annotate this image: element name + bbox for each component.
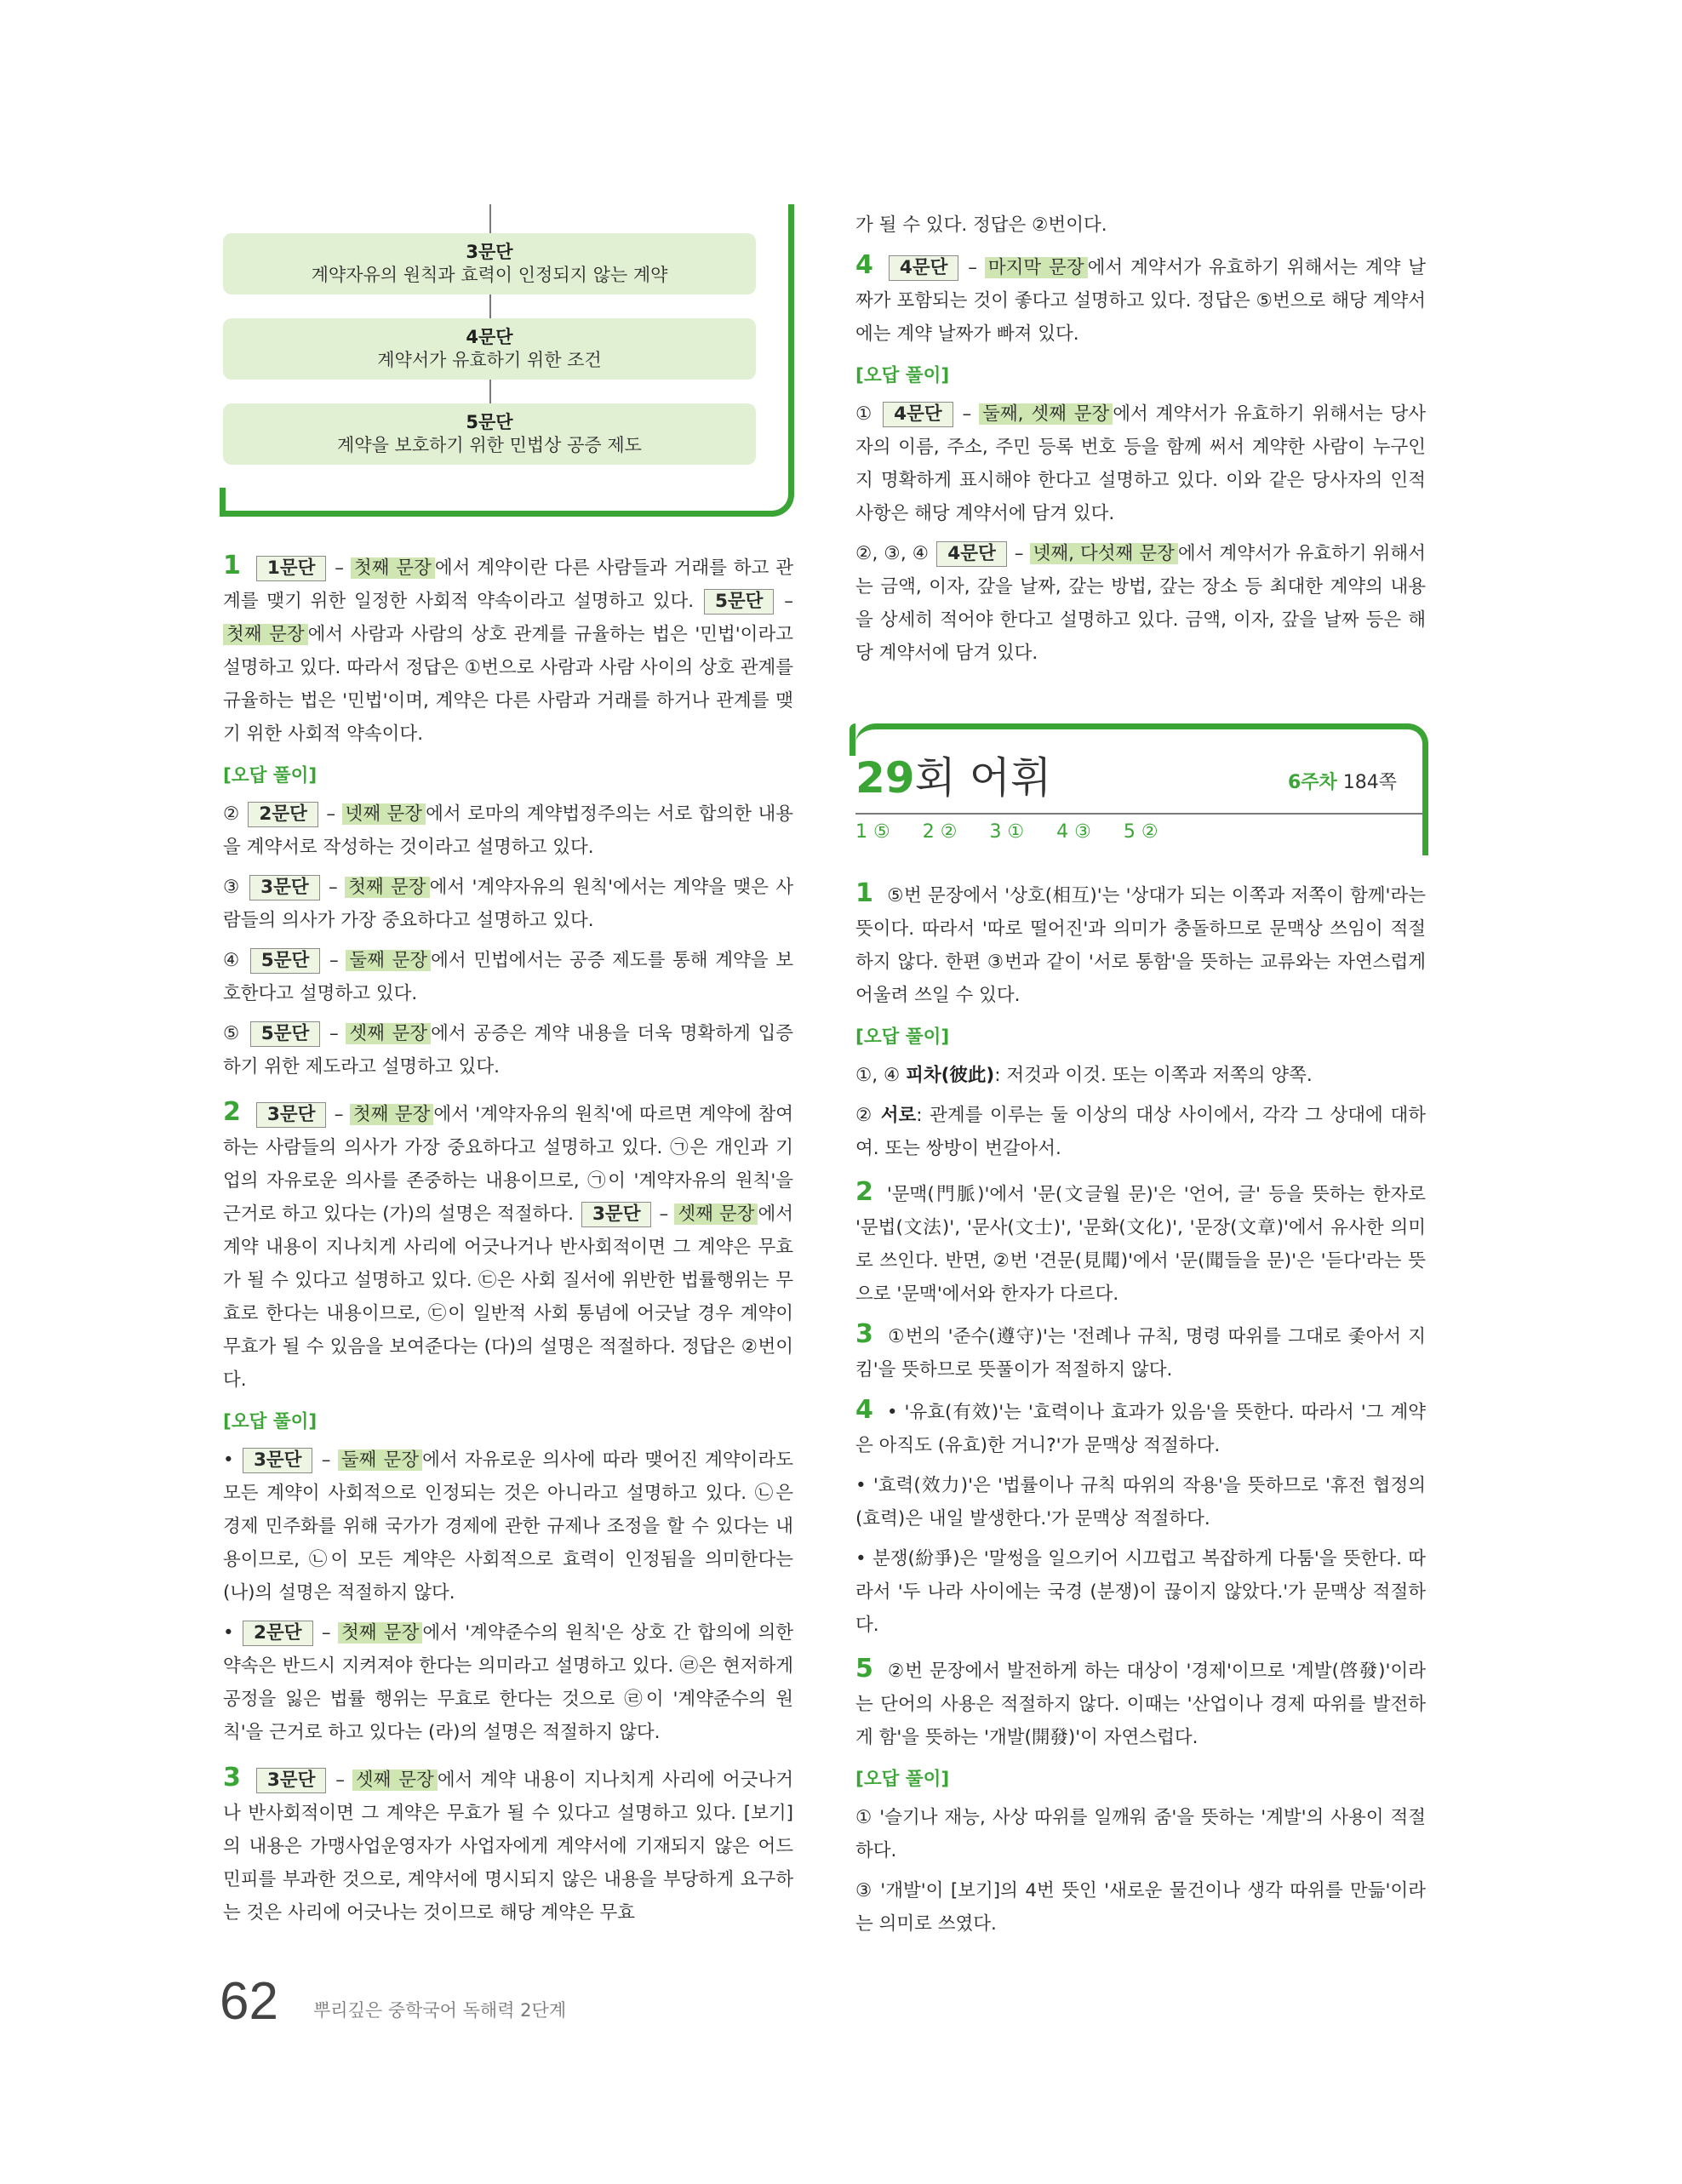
paragraph-tag: 5문단	[250, 1021, 321, 1047]
sentence-highlight: 첫째 문장	[223, 624, 308, 645]
answer-key	[855, 817, 1191, 848]
explanation-text: ②번 문장에서 발전하게 하는 대상이 '경제'이므로 '계발(啓發)'이라는 단어의 사용은 적절하지 않다. 이때는 '산업이나 경제 따위를 발전하게 함'을 뜻하는 '개발(開發)'이 자연스럽다.	[855, 1661, 1426, 1748]
answer-key-item: 2 ②	[922, 821, 958, 843]
answer-key-item: 5 ②	[1123, 821, 1159, 843]
divider	[855, 813, 1422, 815]
vocab-wrong-5-3: ③ '개발'이 [보기]의 4번 뜻인 '새로운 물건이나 생각 따위를 만듦'이라는 의미로 쓰였다.	[855, 1880, 1426, 1935]
wrong-answer-bullet-1: • 3문단 – 둘째 문장 에서 자유로운 의사에 따라 맺어진 계약이라도 모든 계약이 사회적으로 인정되는 것은 아니라고 설명하고 있다. ㉡은 경제 민주화를 위해 국가가 경제에 관한 규제나 조정을 할 수 있다는 내용이므로, ㉡이 모든 계약은 사회적으로 효력이 인정됨을 의미한다는 (나)의 설명은 적절하지 않다.	[223, 1449, 793, 1604]
question-number: 5	[855, 1654, 873, 1684]
choice-marker: ③	[223, 877, 241, 898]
paragraph-summary-diagram	[220, 204, 798, 519]
question-number: 3	[855, 1319, 873, 1349]
sentence-highlight: 첫째 문장	[350, 1104, 433, 1125]
explanation-text: ①번의 '준수(遵守)'는 '전례나 규칙, 명령 따위를 그대로 좇아서 지킴'을 뜻하므로 뜻풀이가 적절하지 않다.	[855, 1326, 1426, 1381]
page-label: 184쪽	[1342, 772, 1397, 793]
vocab-title	[855, 754, 1051, 802]
summary-box-title: 4문단	[466, 327, 513, 347]
left-column	[223, 549, 793, 1936]
choice-marker: ②	[223, 803, 240, 825]
choice-marker: ⑤	[223, 1023, 242, 1044]
sentence-highlight: 셋째 문장	[352, 1769, 438, 1791]
vocab-answer-2	[855, 1175, 1426, 1311]
sentence-highlight: 둘째 문장	[346, 950, 431, 971]
sentence-highlight: 마지막 문장	[985, 257, 1088, 278]
vocab-wrong-2	[855, 1099, 1426, 1165]
explanation-text: • '유효(有效)'는 '효력이나 효과가 있음'을 뜻한다. 따라서 '그 계약은 아직도 (유효)한 거니?'가 문맥상 적절하다.	[855, 1402, 1426, 1456]
question-number: 4	[855, 250, 873, 280]
wrong-answer-heading: [오답 풀이]	[223, 765, 318, 786]
paragraph-tag: 4문단	[936, 541, 1007, 567]
paragraph-tag: 4문단	[889, 255, 959, 281]
explanation-text: 에서 자유로운 의사에 따라 맺어진 계약이라도 모든 계약이 사회적으로 인정되는 것은 아니라고 설명하고 있다. ㉡은 경제 민주화를 위해 국가가 경제에 관한 규제나 조정을 할 수 있다는 내용이므로, ㉡이 모든 계약은 사회적으로 효력이 인정됨을 의미한다는 (나)의 설명은 적절하지 않다.	[223, 1449, 793, 1604]
explanation-text: : 관계를 이루는 둘 이상의 대상 사이에서, 각각 그 상대에 대하여. 또는 쌍방이 번갈아서.	[855, 1105, 1426, 1159]
explanation-text: 에서 '계약자유의 원칙'에 따르면 계약에 참여하는 사람들의 의사가 가장 중요하다고 설명하고 있다. ㉠은 개인과 기업의 자유로운 의사를 존중하는 내용이므로, ㉠이 '계약자유의 원칙'을 근거로 하고 있다는 (가)의 설명은 적절하다.	[223, 1104, 793, 1225]
right-column-upper	[855, 209, 1426, 677]
sentence-highlight: 둘째, 셋째 문장	[979, 403, 1113, 425]
wrong-answer-bullet-2: • 2문단 – 첫째 문장 에서 '계약준수의 원칙'은 상호 간 합의에 의한 약속은 반드시 지켜져야 한다는 의미라고 설명하고 있다. ㉣은 현저하게 공정을 잃은 법률 행위는 무효로 한다는 것으로 ㉣이 '계약준수의 원칙'을 근거로 하고 있다는 (라)의 설명은 적절하지 않다.	[223, 1622, 793, 1743]
wrong-answer-3: ③ 3문단 – 첫째 문장 에서 '계약자유의 원칙'에서는 계약을 맺은 사람들의 의사가 가장 중요하다고 설명하고 있다.	[223, 877, 793, 931]
answer-4: 4 4문단 – 마지막 문장 에서 계약서가 유효하기 위해서는 계약 날짜가 포함되는 것이 좋다고 설명하고 있다. 정답은 ⑤번으로 해당 계약서에는 계약 날짜가 빠져 있다.	[855, 250, 1427, 345]
summary-box-4	[223, 318, 756, 380]
question-number: 3	[223, 1763, 241, 1792]
question-number: 4	[855, 1395, 873, 1425]
question-number: 1	[223, 551, 241, 580]
wrong-answer-heading: [오답 풀이]	[855, 1769, 950, 1790]
wrong-answer-heading: [오답 풀이]	[223, 1411, 318, 1432]
paragraph-tag: 3문단	[581, 1202, 652, 1227]
connector-line	[489, 380, 491, 405]
explanation-text: 에서 공증은 계약 내용을 더욱 명확하게 입증하기 위한 제도라고 설명하고 있다.	[223, 1023, 793, 1078]
choice-marker: ②, ③, ④	[855, 543, 930, 564]
sentence-highlight: 셋째 문장	[346, 1023, 431, 1044]
explanation-text: 에서 계약이란 다른 사람들과 거래를 하고 관계를 맺기 위한 일정한 사회적 약속이라고 설명하고 있다.	[223, 557, 793, 612]
vocab-answer-1	[855, 877, 1426, 1012]
question-number: 2	[855, 1177, 873, 1207]
answer-3-continued: 가 될 수 있다. 정답은 ②번이다.	[855, 214, 1107, 236]
explanation-text: 에서 '계약준수의 원칙'은 상호 간 합의에 의한 약속은 반드시 지켜져야 한다는 의미라고 설명하고 있다. ㉣은 현저하게 공정을 잃은 법률 행위는 무효로 한다는 것으로 ㉣이 '계약준수의 원칙'을 근거로 하고 있다는 (라)의 설명은 적절하지 않다.	[223, 1622, 793, 1743]
wrong-answer-5: ⑤ 5문단 – 셋째 문장 에서 공증은 계약 내용을 더욱 명확하게 입증하기 위한 제도라고 설명하고 있다.	[223, 1023, 793, 1078]
explanation-text: ⑤번 문장에서 '상호(相互)'는 '상대가 되는 이쪽과 저쪽이 함께'라는 뜻이다. 따라서 '따로 떨어진'과 의미가 충돌하므로 문맥상 쓰임이 적절하지 않다. 한편 ③번과 같이 '서로 통함'을 뜻하는 교류와는 자연스럽게 어울려 쓰일 수 있다.	[855, 885, 1426, 1006]
wrong-answer-1: ① 4문단 – 둘째, 셋째 문장 에서 계약서가 유효하기 위해서는 당사자의 이름, 주소, 주민 등록 번호 등을 함께 써서 계약한 사람이 누구인지 명확하게 표시해야 한다고 설명하고 있다. 이와 같은 당사자의 인적 사항은 해당 계약서에 담겨 있다.	[855, 403, 1426, 524]
explanation-text: 에서 계약 내용이 지나치게 사리에 어긋나거나 반사회적이면 그 계약은 무효가 될 수 있다고 설명하고 있다. [보기]의 내용은 가맹사업운영자가 사업자에게 계약서에 기재되지 않은 어드민피를 부과한 것으로, 계약서에 명시되지 않은 내용을 부당하게 요구하는 것은 사리에 어긋나는 것이므로 해당 계약은 무효	[223, 1769, 794, 1924]
sentence-highlight: 넷째, 다섯째 문장	[1030, 543, 1178, 564]
right-column-lower	[855, 877, 1426, 1947]
page-footer	[220, 1971, 567, 2032]
summary-box-5	[223, 403, 756, 465]
connector-line	[489, 204, 491, 235]
answer-2: 2 3문단 – 첫째 문장 에서 '계약자유의 원칙'에 따르면 계약에 참여하는 사람들의 의사가 가장 중요하다고 설명하고 있다. ㉠은 개인과 기업의 자유로운 의사를 존중하는 내용이므로, ㉠이 '계약자유의 원칙'을 근거로 하고 있다는 (가)의 설명은 적절하다. 3문단 – 셋째 문장 에서 계약 내용이 지나치게 사리에 어긋나거나 반사회적이면 그 계약은 무효가 될 수 있다고 설명하고 있다. ㉢은 사회 질서에 위반한 법률행위는 무효로 한다는 내용이므로, ㉢이 일반적 사회 통념에 어긋날 경우 계약이 무효가 될 수 있음을 보여준다는 (다)의 설명은 적절하다. 정답은 ②번이다.	[223, 1097, 793, 1391]
explanation-text: 에서 계약 내용이 지나치게 사리에 어긋나거나 반사회적이면 그 계약은 무효가 될 수 있다고 설명하고 있다. ㉢은 사회 질서에 위반한 법률행위는 무효로 한다는 내용이므로, ㉢이 일반적 사회 통념에 어긋날 경우 계약이 무효가 될 수 있음을 보여준다는 (다)의 설명은 적절하다. 정답은 ②번이다.	[223, 1203, 793, 1391]
summary-box-desc: 계약자유의 원칙과 효력이 인정되지 않는 계약	[311, 265, 668, 285]
sentence-highlight: 넷째 문장	[342, 803, 426, 825]
sentence-highlight: 첫째 문장	[351, 557, 435, 579]
paragraph-tag: 3문단	[256, 1102, 327, 1128]
answer-3: 3 3문단 – 셋째 문장 에서 계약 내용이 지나치게 사리에 어긋나거나 반사회적이면 그 계약은 무효가 될 수 있다고 설명하고 있다. [보기]의 내용은 가맹사업운영자가 사업자에게 계약서에 기재되지 않은 어드민피를 부과한 것으로, 계약서에 명시되지 않은 내용을 부당하게 요구하는 것은 사리에 어긋나는 것이므로 해당 계약은 무효	[223, 1763, 794, 1924]
paragraph-tag: 1문단	[256, 556, 327, 581]
wrong-answer-4: ④ 5문단 – 둘째 문장 에서 민법에서는 공증 제도를 통해 계약을 보호한다고 설명하고 있다.	[223, 950, 793, 1004]
choice-marker: ①	[855, 403, 874, 425]
explanation-text: 에서 로마의 계약법정주의는 서로 합의한 내용을 계약서로 작성하는 것이라고 설명하고 있다.	[223, 803, 793, 858]
wrong-answer-heading: [오답 풀이]	[855, 1026, 950, 1048]
paragraph-tag: 4문단	[883, 402, 953, 427]
paragraph-tag: 3문단	[256, 1768, 327, 1793]
explanation-text: 에서 사람과 사람의 상호 관계를 규율하는 법은 '민법'이라고 설명하고 있다. 따라서 정답은 ①번으로 사람과 사람 사이의 상호 관계를 규율하는 법은 '민법'이며, 계약은 다른 사람과 거래를 하거나 관계를 맺기 위한 사회적 약속이다.	[223, 624, 793, 745]
explanation-text: 에서 계약서가 유효하기 위해서는 당사자의 이름, 주소, 주민 등록 번호 등을 함께 써서 계약한 사람이 누구인지 명확하게 표시해야 한다고 설명하고 있다. 이와 같은 당사자의 인적 사항은 해당 계약서에 담겨 있다.	[855, 403, 1426, 524]
summary-box-title: 3문단	[466, 242, 513, 262]
wrong-answer-heading: [오답 풀이]	[855, 365, 950, 386]
book-title: 뿌리깊은 중학국어 독해력 2단계	[313, 2000, 567, 2021]
vocab-section-header	[855, 723, 1431, 851]
explanation-text: 에서 민법에서는 공증 제도를 통해 계약을 보호한다고 설명하고 있다.	[223, 950, 793, 1004]
page-number: 62	[220, 1972, 278, 2031]
summary-box-3	[223, 233, 756, 294]
paragraph-tag: 2문단	[243, 1621, 313, 1646]
question-number: 2	[223, 1097, 241, 1127]
summary-box-desc: 계약서가 유효하기 위한 조건	[377, 350, 602, 370]
wrong-answer-2: ② 2문단 – 넷째 문장 에서 로마의 계약법정주의는 서로 합의한 내용을 계약서로 작성하는 것이라고 설명하고 있다.	[223, 803, 793, 858]
sentence-highlight: 셋째 문장	[674, 1203, 758, 1225]
connector-line	[489, 294, 491, 320]
choice-marker: ②	[855, 1105, 874, 1126]
paragraph-tag: 3문단	[243, 1448, 313, 1473]
explanation-text: 에서 계약서가 유효하기 위해서는 계약 날짜가 포함되는 것이 좋다고 설명하고 있다. 정답은 ⑤번으로 해당 계약서에는 계약 날짜가 빠져 있다.	[855, 257, 1427, 345]
vocab-answer-4-bullet-3: • 분쟁(紛爭)은 '말썽을 일으키어 시끄럽고 복잡하게 다툼'을 뜻한다. 따라서 '두 나라 사이에는 국경 (분쟁)이 끊이지 않았다.'가 문맥상 적절하다.	[855, 1548, 1426, 1636]
vocab-answer-4-bullet-2: • '효력(效力)'은 '법률이나 규칙 따위의 작용'을 뜻하므로 '휴전 협정의 (효력)은 내일 발생한다.'가 문맥상 적절하다.	[855, 1475, 1426, 1529]
vocab-term: 서로	[880, 1105, 917, 1126]
lesson-number: 29	[855, 753, 915, 803]
answer-1: 1 1문단 – 첫째 문장 에서 계약이란 다른 사람들과 거래를 하고 관계를 맺기 위한 일정한 사회적 약속이라고 설명하고 있다. 5문단 – 첫째 문장 에서 사람과 사람의 상호 관계를 규율하는 법은 '민법'이라고 설명하고 있다. 따라서 정답은 ①번으로 사람과 사람 사이의 상호 관계를 규율하는 법은 '민법'이며, 계약은 다른 사람과 거래를 하거나 관계를 맺기 위한 사회적 약속이다.	[223, 551, 793, 745]
week-page-label	[1288, 768, 1397, 794]
vocab-wrong-5-1: ① '슬기나 재능, 사상 따위를 일깨워 줌'을 뜻하는 '계발'의 사용이 적절하다.	[855, 1807, 1426, 1861]
answer-key-item: 4 ③	[1056, 821, 1091, 843]
vocab-answer-5	[855, 1652, 1426, 1754]
explanation-text: : 저것과 이것. 또는 이쪽과 저쪽의 양쪽.	[994, 1065, 1313, 1086]
question-number: 1	[855, 878, 873, 908]
explanation-text: 에서 계약서가 유효하기 위해서는 금액, 이자, 갚을 날짜, 갚는 방법, 갚는 장소 등 최대한 계약의 내용을 상세히 적어야 한다고 설명하고 있다. 금액, 이자, 갚을 날짜 등은 해당 계약서에 담겨 있다.	[855, 543, 1426, 664]
sentence-highlight: 첫째 문장	[345, 877, 429, 898]
choice-marker: ④	[223, 950, 242, 971]
paragraph-tag: 5문단	[250, 948, 321, 974]
paragraph-tag: 5문단	[704, 589, 775, 615]
sentence-highlight: 둘째 문장	[338, 1449, 422, 1471]
paragraph-tag: 2문단	[248, 802, 318, 827]
vocab-answer-3	[855, 1318, 1426, 1386]
vocab-answer-4	[855, 1393, 1426, 1462]
summary-box-title: 5문단	[466, 412, 513, 432]
paragraph-tag: 3문단	[249, 875, 320, 900]
answer-key-item: 1 ⑤	[855, 821, 890, 843]
summary-box-desc: 계약을 보호하기 위한 민법상 공증 제도	[337, 435, 642, 455]
vocab-wrong-1	[855, 1059, 1426, 1092]
vocab-term: 피차(彼此)	[906, 1065, 995, 1086]
explanation-text: '문맥(門脈)'에서 '문(文글월 문)'은 '언어, 글' 등을 뜻하는 한자로 '문법(文法)', '문사(文士)', '문화(文化)', '문장(文章)'에서 유사한 의미로 쓰인다. 반면, ②번 '견문(見聞)'에서 '문(聞들을 문)'은 '듣다'라는 뜻으로 '문맥'에서와 한자가 다르다.	[855, 1184, 1426, 1305]
sentence-highlight: 첫째 문장	[338, 1622, 422, 1644]
explanation-text: 에서 '계약자유의 원칙'에서는 계약을 맺은 사람들의 의사가 가장 중요하다고 설명하고 있다.	[223, 877, 793, 931]
lesson-title: 회 어휘	[914, 753, 1052, 803]
choice-marker: ①, ④	[855, 1065, 901, 1086]
wrong-answer-234: ②, ③, ④ 4문단 – 넷째, 다섯째 문장 에서 계약서가 유효하기 위해서는 금액, 이자, 갚을 날짜, 갚는 방법, 갚는 장소 등 최대한 계약의 내용을 상세히 적어야 한다고 설명하고 있다. 금액, 이자, 갚을 날짜 등은 해당 계약서에 담겨 있다.	[855, 543, 1426, 664]
week-label: 6주차	[1287, 772, 1337, 793]
answer-key-item: 3 ①	[989, 821, 1025, 843]
